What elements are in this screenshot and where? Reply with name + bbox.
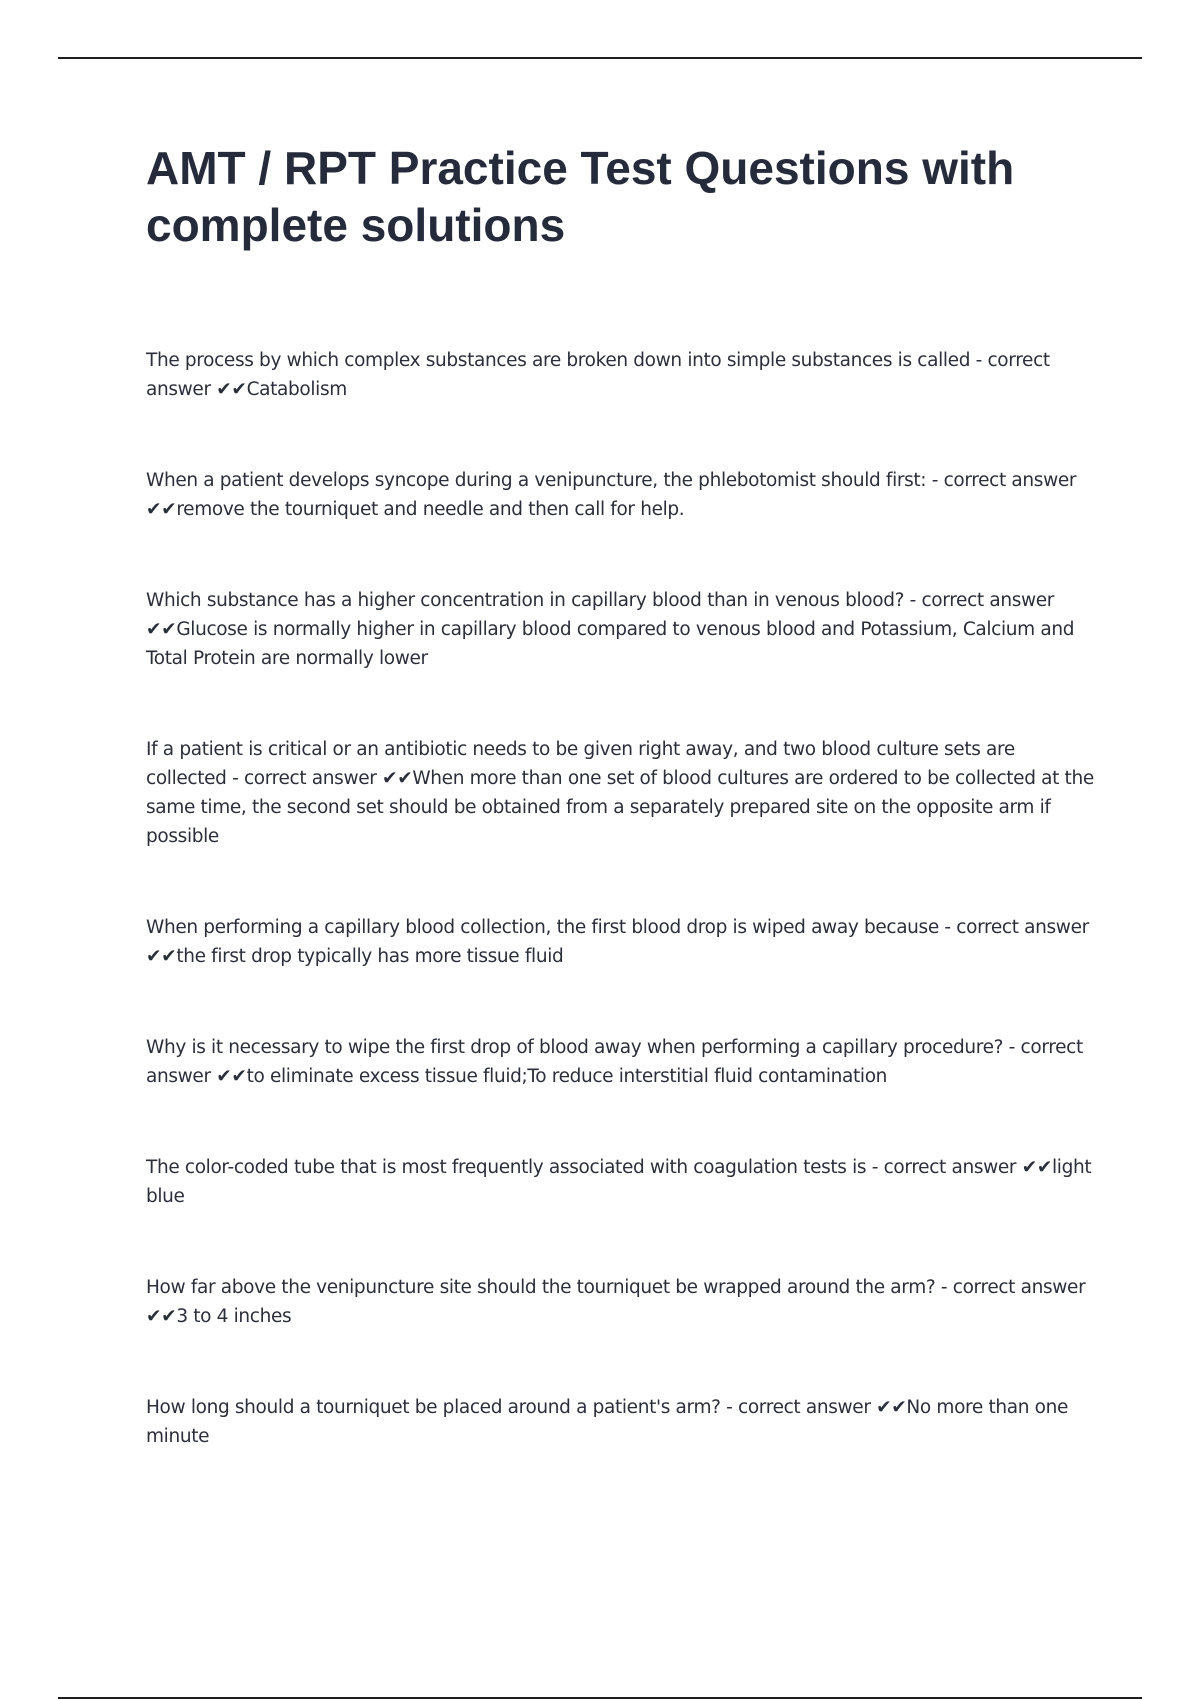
answer-marker: - correct answer ✔✔ — [146, 470, 1077, 520]
top-rule — [58, 57, 1142, 59]
question-text: Why is it necessary to wipe the first drop of blood away when performing a capillary procedure? — [146, 1037, 1004, 1058]
question-text: If a patient is critical or an antibiotic needs to be given right away, and two blood culture sets are collected — [146, 739, 1015, 789]
answer-text: the first drop typically has more tissue fluid — [176, 946, 564, 967]
answer-text: 3 to 4 inches — [176, 1306, 292, 1327]
answer-marker: - correct answer ✔✔ — [146, 350, 1050, 400]
document-title: AMT / RPT Practice Test Questions with complete solutions — [146, 142, 1015, 251]
answer-text: Catabolism — [246, 379, 347, 400]
qa-item — [146, 346, 1096, 404]
question-text: Which substance has a higher concentration in capillary blood than in venous blood? — [146, 590, 905, 611]
question-text: When a patient develops syncope during a venipuncture, the phlebotomist should first: — [146, 470, 927, 491]
answer-marker: - correct answer ✔✔ — [146, 1277, 1086, 1327]
question-text: The color-coded tube that is most frequently associated with coagulation tests is — [146, 1157, 867, 1178]
document-body — [146, 140, 1096, 1513]
answer-marker: - correct answer ✔✔ — [146, 1037, 1083, 1087]
qa-item — [146, 913, 1096, 971]
qa-item — [146, 586, 1096, 673]
answer-text: light blue — [146, 1157, 1092, 1207]
answer-text: Glucose is normally higher in capillary blood compared to venous blood and Potassium, Calcium and Total Protein are normally lower — [146, 619, 1075, 669]
qa-item — [146, 1033, 1096, 1091]
answer-text: remove the tourniquet and needle and then call for help. — [176, 499, 685, 520]
question-text: How far above the venipuncture site should the tourniquet be wrapped around the arm? — [146, 1277, 936, 1298]
question-text: The process by which complex substances are broken down into simple substances is called — [146, 350, 971, 371]
answer-marker: - correct answer ✔✔ — [866, 1157, 1053, 1178]
answer-text: to eliminate excess tissue fluid;To reduce interstitial fluid contamination — [246, 1066, 888, 1087]
qa-item — [146, 1393, 1096, 1451]
qa-item — [146, 466, 1096, 524]
qa-item — [146, 1273, 1096, 1331]
answer-marker: - correct answer ✔✔ — [146, 917, 1089, 967]
bottom-rule — [58, 1697, 1142, 1699]
answer-marker: - correct answer ✔✔ — [226, 768, 413, 789]
answer-text: No more than one minute — [146, 1397, 1068, 1447]
answer-marker: - correct answer ✔✔ — [146, 590, 1055, 640]
answer-text: When more than one set of blood cultures are ordered to be collected at the same time, the second set should be obtained from a separately prepared site on the opposite arm if possible — [146, 768, 1094, 847]
qa-list — [146, 346, 1096, 1451]
qa-item — [146, 1153, 1096, 1211]
qa-item — [146, 735, 1096, 851]
question-text: How long should a tourniquet be placed around a patient's arm? — [146, 1397, 721, 1418]
question-text: When performing a capillary blood collection, the first blood drop is wiped away because — [146, 917, 939, 938]
answer-marker: - correct answer ✔✔ — [720, 1397, 907, 1418]
